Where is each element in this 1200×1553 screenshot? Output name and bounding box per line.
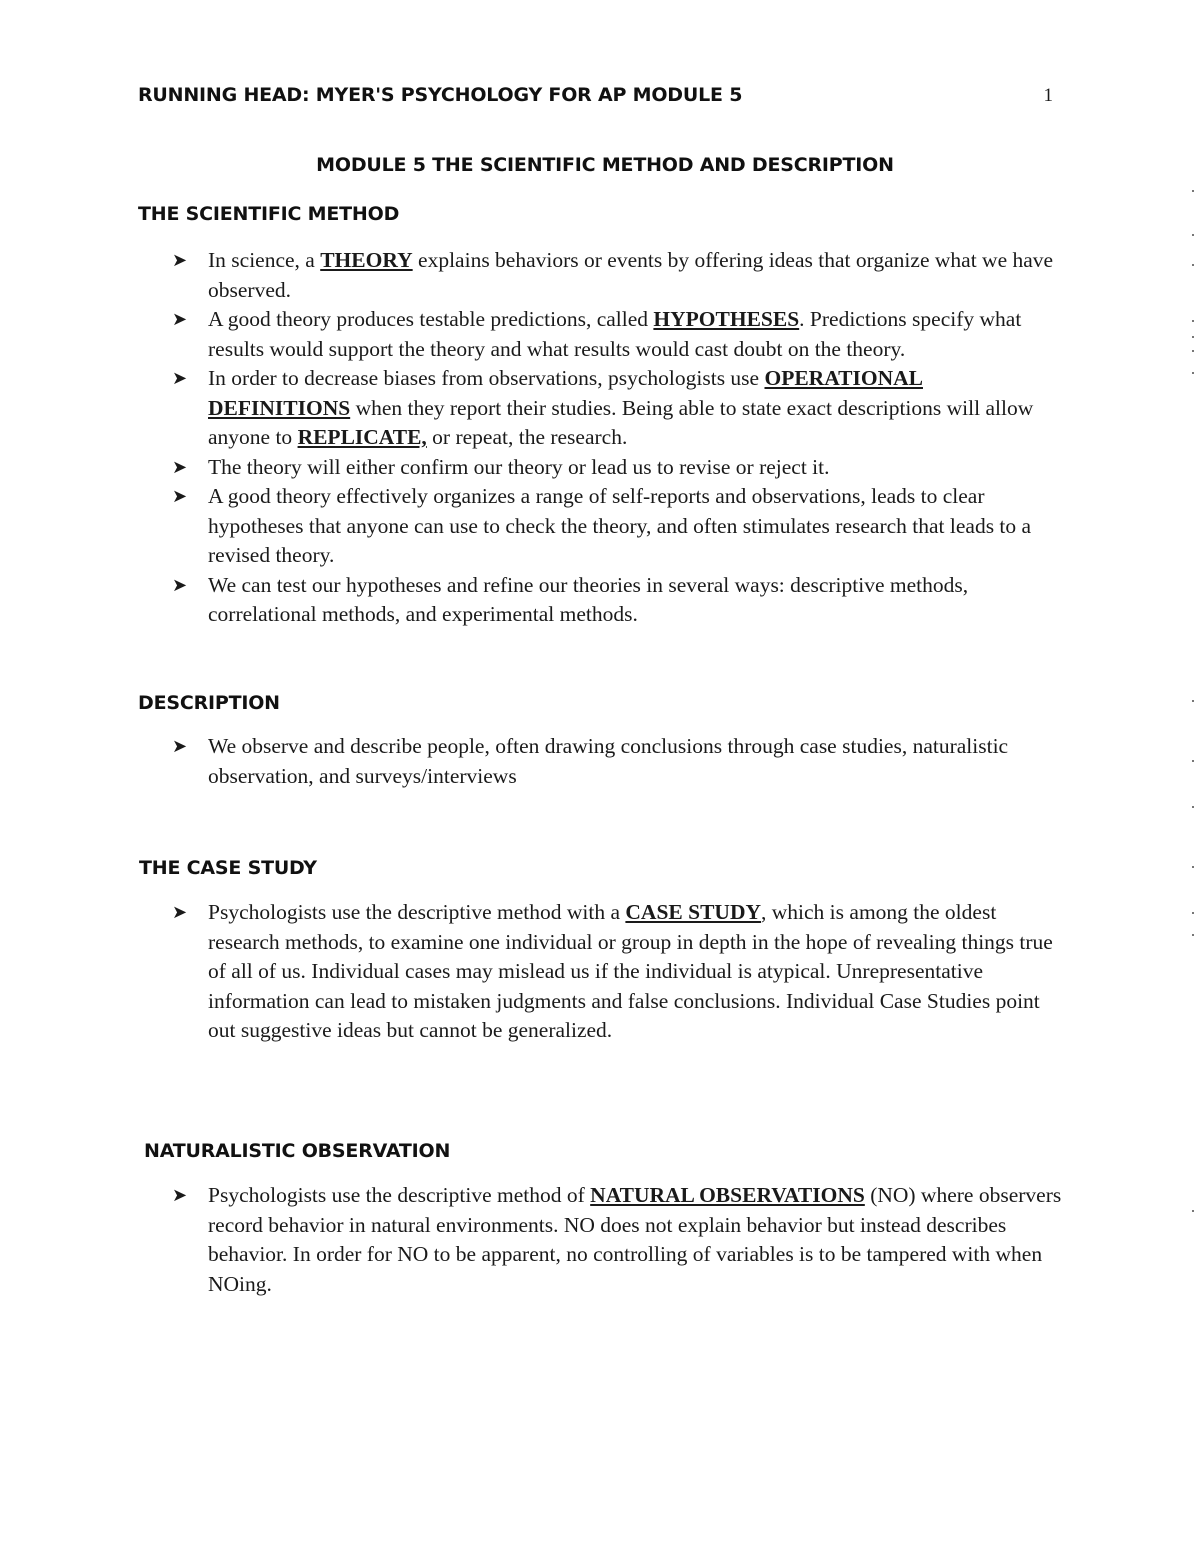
arrowhead-bullet-icon: ➤ xyxy=(172,902,188,923)
scan-mark xyxy=(1192,700,1194,702)
arrowhead-bullet-icon: ➤ xyxy=(172,250,188,271)
scan-mark xyxy=(1192,336,1194,338)
arrowhead-bullet-icon: ➤ xyxy=(172,368,188,389)
list-item xyxy=(0,305,1068,364)
bullet-text: We can test our hypotheses and refine our theories in several ways: descriptive methods, correlational methods, and experimental methods. xyxy=(208,572,969,626)
bullet-text: In order to decrease biases from observations, psychologists use xyxy=(208,366,765,390)
case-study-list xyxy=(0,898,1068,1046)
scan-mark xyxy=(1192,350,1194,352)
section-heading-description: DESCRIPTION xyxy=(138,692,280,714)
description-list xyxy=(0,732,1068,791)
bullet-text: (NO) where observers record behavior in natural environments. NO does not explain behavior but instead describes behavior. In order for NO to be apparent, no controlling of variables is to be tampered with when NOing. xyxy=(208,1183,1062,1296)
bullet-text: We observe and describe people, often drawing conclusions through case studies, naturalistic observation, and surveys/interviews xyxy=(208,734,1009,788)
bullet-text: A good theory effectively organizes a range of self-reports and observations, leads to clear hypotheses that anyone can use to check the theory, and often stimulates research that leads to a revised theory. xyxy=(208,484,1032,567)
arrowhead-bullet-icon: ➤ xyxy=(172,574,188,596)
bullet-text: , which is among the oldest research methods, to examine one individual or group in depth in the hope of revealing things true of all of us. Individual cases may mislead us if the individual is atypical. Unrepresentative information can lead to mistaken judgments and false conclusions. Individual Case Studies point out suggestive ideas but cannot be generalized. xyxy=(208,900,1053,1042)
arrowhead-bullet-icon: ➤ xyxy=(172,309,188,330)
bullet-text: . Predictions specify what results would support the theory and what results would cast doubt on the theory. xyxy=(208,307,1022,361)
bullet-text: Psychologists use the descriptive method of xyxy=(208,1183,591,1207)
key-term-hypotheses: HYPOTHESES xyxy=(653,307,800,331)
scan-mark xyxy=(1192,234,1194,236)
key-term-operational-definitions: OPERATIONAL DEFINITIONS xyxy=(208,366,923,420)
list-item xyxy=(0,482,1068,571)
bullet-text: or repeat, the research. xyxy=(426,425,628,449)
section-heading-naturalistic-observation: NATURALISTIC OBSERVATION xyxy=(144,1140,451,1162)
bullet-text: when they report their studies. Being able to state exact descriptions will allow anyone to xyxy=(208,395,1034,449)
bullet-text: Psychologists use the descriptive method with a xyxy=(208,900,626,924)
list-item xyxy=(0,1181,1068,1299)
bullet-text: explains behaviors or events by offering ideas that organize what we have observed. xyxy=(208,248,1054,302)
scan-mark xyxy=(1192,372,1194,374)
bullet-text: In science, a xyxy=(208,248,321,272)
key-term-case-study: CASE STUDY xyxy=(625,900,762,924)
key-term-natural-observations: NATURAL OBSERVATIONS xyxy=(590,1183,865,1207)
list-item xyxy=(0,246,1068,305)
scan-mark xyxy=(1192,912,1194,914)
scan-mark xyxy=(1192,264,1194,266)
arrowhead-bullet-icon: ➤ xyxy=(172,1185,188,1206)
scan-mark xyxy=(1192,866,1194,868)
bullet-text: A good theory produces testable predictions, called xyxy=(208,307,654,331)
scientific-method-list xyxy=(0,246,1068,630)
section-heading-case-study: THE CASE STUDY xyxy=(139,857,317,879)
bullet-text: The theory will either confirm our theory or lead us to revise or reject it. xyxy=(208,454,830,479)
key-term-replicate: REPLICATE, xyxy=(297,425,427,449)
arrowhead-bullet-icon: ➤ xyxy=(172,486,188,507)
scan-mark xyxy=(1192,806,1194,808)
list-item xyxy=(0,571,1068,630)
page-header xyxy=(138,84,1053,107)
document-title: MODULE 5 THE SCIENTIFIC METHOD AND DESCRIPTION xyxy=(316,154,894,176)
list-item xyxy=(0,898,1068,1046)
naturalistic-list xyxy=(0,1181,1068,1299)
page-number: 1 xyxy=(1043,85,1053,106)
section-heading-scientific-method: THE SCIENTIFIC METHOD xyxy=(138,203,400,225)
scan-mark xyxy=(1192,320,1194,322)
list-item xyxy=(0,732,1068,791)
running-head: RUNNING HEAD: MYER'S PSYCHOLOGY FOR AP MODULE 5 xyxy=(138,84,743,106)
arrowhead-bullet-icon: ➤ xyxy=(172,456,188,478)
list-item xyxy=(0,364,1068,453)
scan-mark xyxy=(1192,190,1194,192)
scan-mark xyxy=(1192,1210,1194,1212)
arrowhead-bullet-icon: ➤ xyxy=(172,736,188,757)
list-item xyxy=(0,453,1068,483)
scan-mark xyxy=(1192,760,1194,762)
key-term-theory: THEORY xyxy=(320,248,413,272)
scan-mark xyxy=(1192,934,1194,936)
